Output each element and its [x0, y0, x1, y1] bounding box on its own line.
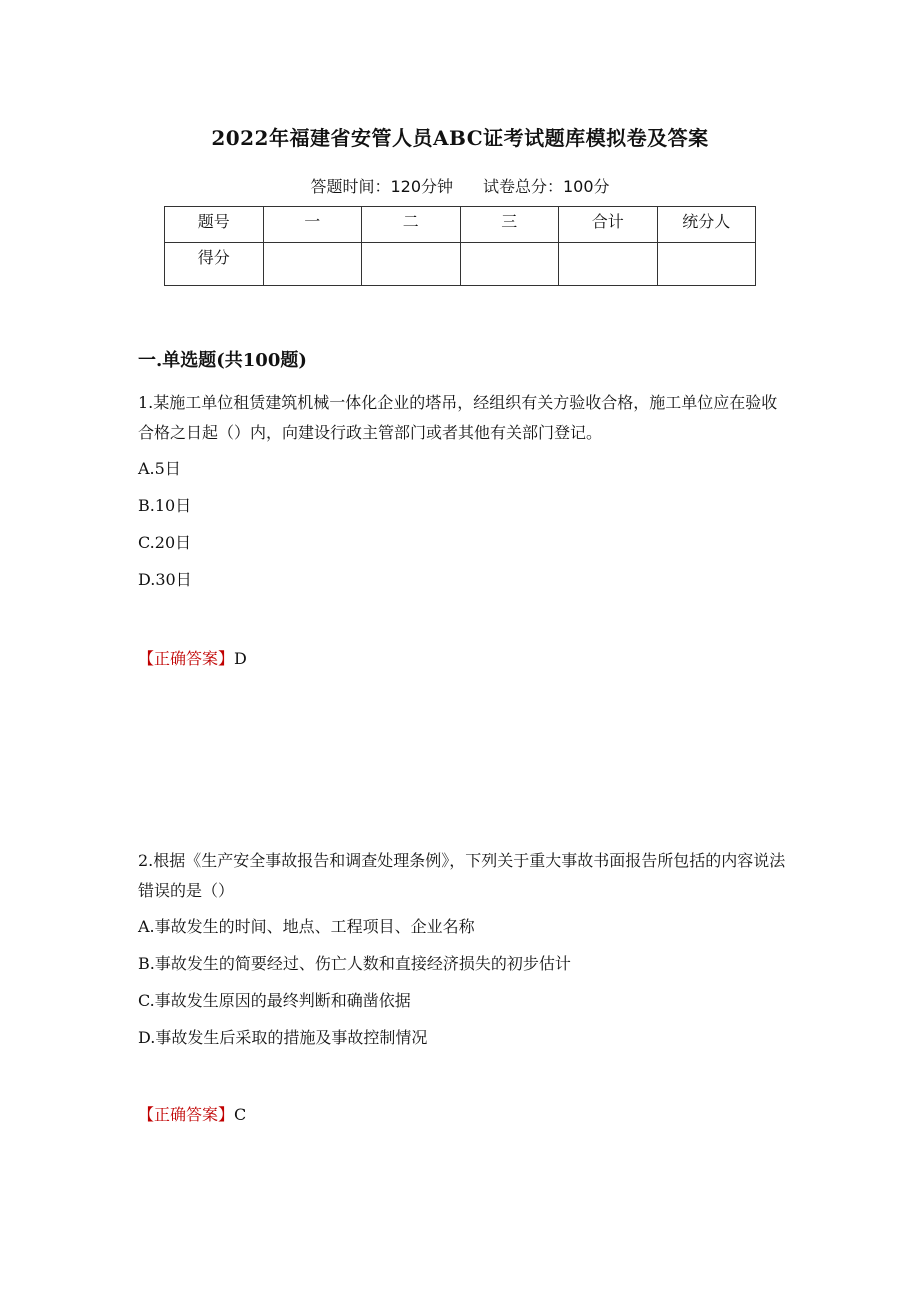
answer-label: 【正确答案】 — [138, 649, 235, 668]
score-header-cell: 合计 — [559, 207, 658, 243]
question-2 — [138, 846, 788, 1056]
question-option: A.事故发生的时间、地点、工程项目、企业名称 — [138, 917, 475, 936]
score-header-cell: 题号 — [165, 207, 264, 243]
question-option: C.事故发生原因的最终判断和确凿依据 — [138, 991, 411, 1010]
question-1 — [138, 388, 788, 598]
question-option: B.10日 — [138, 496, 192, 515]
answer-1 — [138, 646, 247, 669]
section-title: 一.单选题(共100题) — [138, 350, 307, 371]
score-cell — [362, 243, 461, 286]
score-table — [164, 206, 756, 286]
score-header-cell: 一 — [263, 207, 362, 243]
question-option: A.5日 — [138, 459, 181, 478]
score-cell — [460, 243, 559, 286]
score-header-cell: 统分人 — [657, 207, 756, 243]
question-option: B.事故发生的简要经过、伤亡人数和直接经济损失的初步估计 — [138, 954, 571, 973]
question-option: D.30日 — [138, 570, 192, 589]
question-option: D.事故发生后采取的措施及事故控制情况 — [138, 1028, 428, 1047]
exam-time: 答题时间：120分钟 — [310, 177, 453, 196]
answer-2 — [138, 1102, 246, 1125]
page-title: 2022年福建省安管人员ABC证考试题库模拟卷及答案 — [211, 126, 709, 150]
score-cell — [263, 243, 362, 286]
score-table-score-row — [165, 243, 756, 286]
answer-label: 【正确答案】 — [138, 1105, 235, 1124]
question-stem: 1.某施工单位租赁建筑机械一体化企业的塔吊，经组织有关方验收合格，施工单位应在验收合格之日起（）内，向建设行政主管部门或者其他有关部门登记。 — [138, 393, 778, 442]
score-cell — [657, 243, 756, 286]
answer-value: C — [234, 1105, 247, 1124]
question-stem: 2.根据《生产安全事故报告和调查处理条例》，下列关于重大事故书面报告所包括的内容说法错误的是（） — [138, 851, 786, 900]
answer-value: D — [234, 649, 247, 668]
score-header-cell: 三 — [460, 207, 559, 243]
exam-meta — [0, 174, 920, 197]
score-cell — [559, 243, 658, 286]
score-header-cell: 二 — [362, 207, 461, 243]
question-option: C.20日 — [138, 533, 192, 552]
exam-total-score: 试卷总分：100分 — [483, 177, 610, 196]
score-table-header-row — [165, 207, 756, 243]
score-row-label: 得分 — [165, 243, 264, 286]
